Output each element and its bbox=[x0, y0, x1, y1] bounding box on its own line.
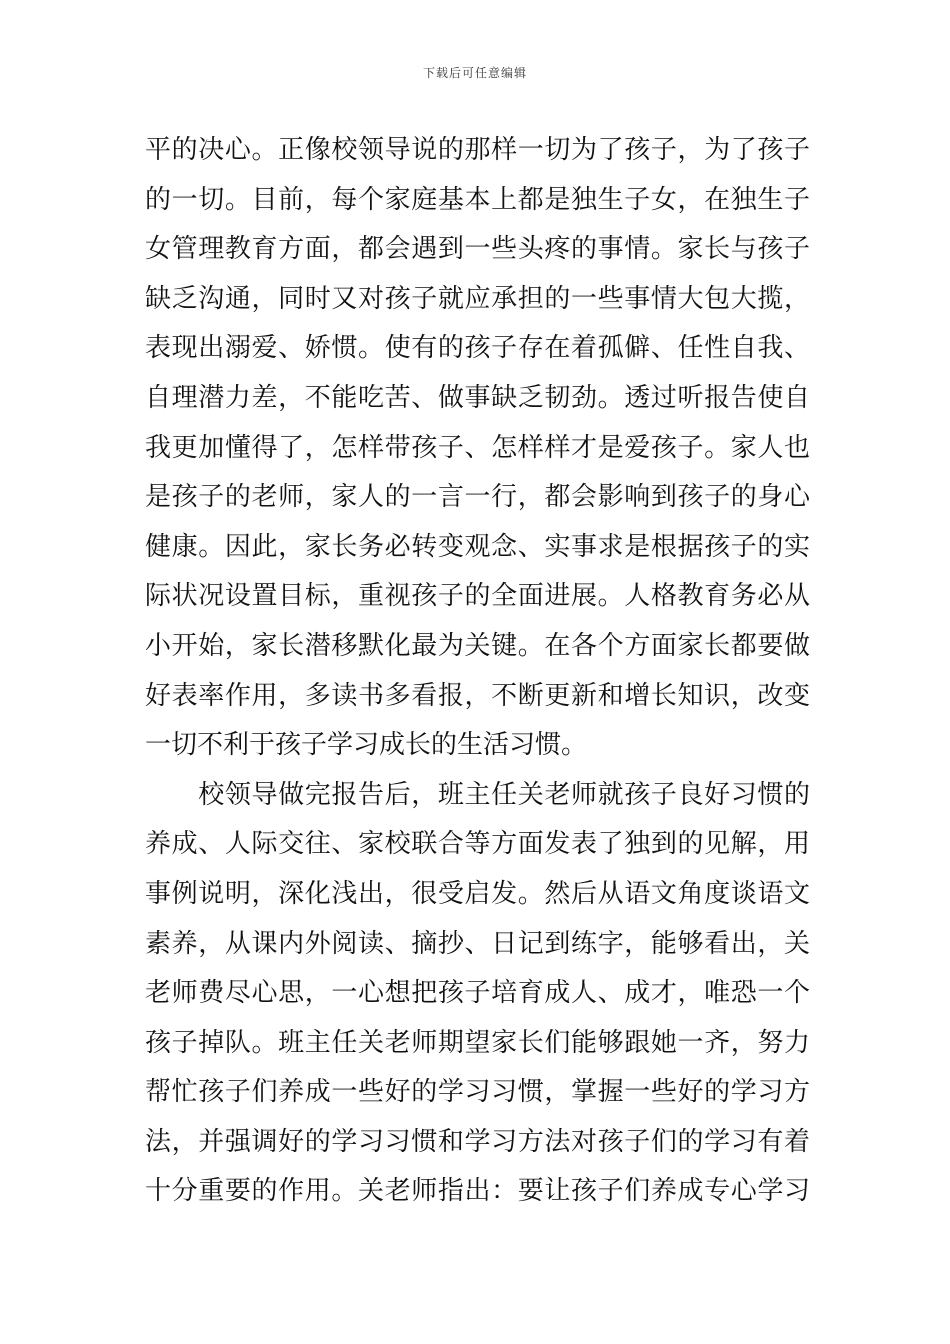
text-line: 校领导做完报告后，班主任关老师就孩子良好习惯的 bbox=[145, 779, 810, 810]
text-line: 一切不利于孩子学习成长的生活习惯。 bbox=[145, 730, 588, 761]
text-line: 法，并强调好的学习习惯和学习方法对孩子们的学习有着 bbox=[145, 1126, 810, 1157]
text-line: 是孩子的老师，家人的一言一行，都会影响到孩子的身心 bbox=[145, 482, 810, 513]
text-line: 自理潜力差，不能吃苦、做事缺乏韧劲。透过听报告使自 bbox=[145, 382, 810, 413]
paragraph-1 bbox=[145, 126, 810, 771]
text-line: 际状况设置目标，重视孩子的全面进展。人格教育务必从 bbox=[145, 581, 810, 612]
text-line: 养成、人际交往、家校联合等方面发表了独到的见解，用 bbox=[145, 829, 810, 860]
text-line: 事例说明，深化浅出，很受启发。然后从语文角度谈语文 bbox=[145, 878, 810, 909]
document-body bbox=[145, 126, 810, 1217]
text-line: 小开始，家长潜移默化最为关键。在各个方面家长都要做 bbox=[145, 630, 810, 661]
paragraph-2 bbox=[145, 771, 810, 1217]
text-line: 好表率作用，多读书多看报，不断更新和增长知识，改变 bbox=[145, 680, 810, 711]
text-line: 十分重要的作用。关老师指出：要让孩子们养成专心学习 bbox=[145, 1176, 810, 1207]
text-line: 帮忙孩子们养成一些好的学习习惯，掌握一些好的学习方 bbox=[145, 1077, 810, 1108]
text-line: 健康。因此，家长务必转变观念、实事求是根据孩子的实 bbox=[145, 531, 810, 562]
text-line: 缺乏沟通，同时又对孩子就应承担的一些事情大包大揽， bbox=[145, 283, 810, 314]
page-header: 下载后可任意编辑 bbox=[422, 66, 527, 80]
text-line: 的一切。目前，每个家庭基本上都是独生子女，在独生子 bbox=[145, 184, 810, 215]
text-line: 女管理教育方面，都会遇到一些头疼的事情。家长与孩子 bbox=[145, 234, 810, 265]
text-line: 平的决心。正像校领导说的那样一切为了孩子，为了孩子 bbox=[145, 135, 810, 165]
text-line: 孩子掉队。班主任关老师期望家长们能够跟她一齐，努力 bbox=[145, 1027, 810, 1058]
text-line: 表现出溺爱、娇惯。使有的孩子存在着孤僻、任性自我、 bbox=[145, 333, 810, 364]
text-line: 我更加懂得了，怎样带孩子、怎样样才是爱孩子。家人也 bbox=[145, 432, 810, 463]
text-line: 素养，从课内外阅读、摘抄、日记到练字，能够看出，关 bbox=[145, 928, 810, 959]
text-line: 老师费尽心思，一心想把孩子培育成人、成才，唯恐一个 bbox=[145, 978, 810, 1009]
